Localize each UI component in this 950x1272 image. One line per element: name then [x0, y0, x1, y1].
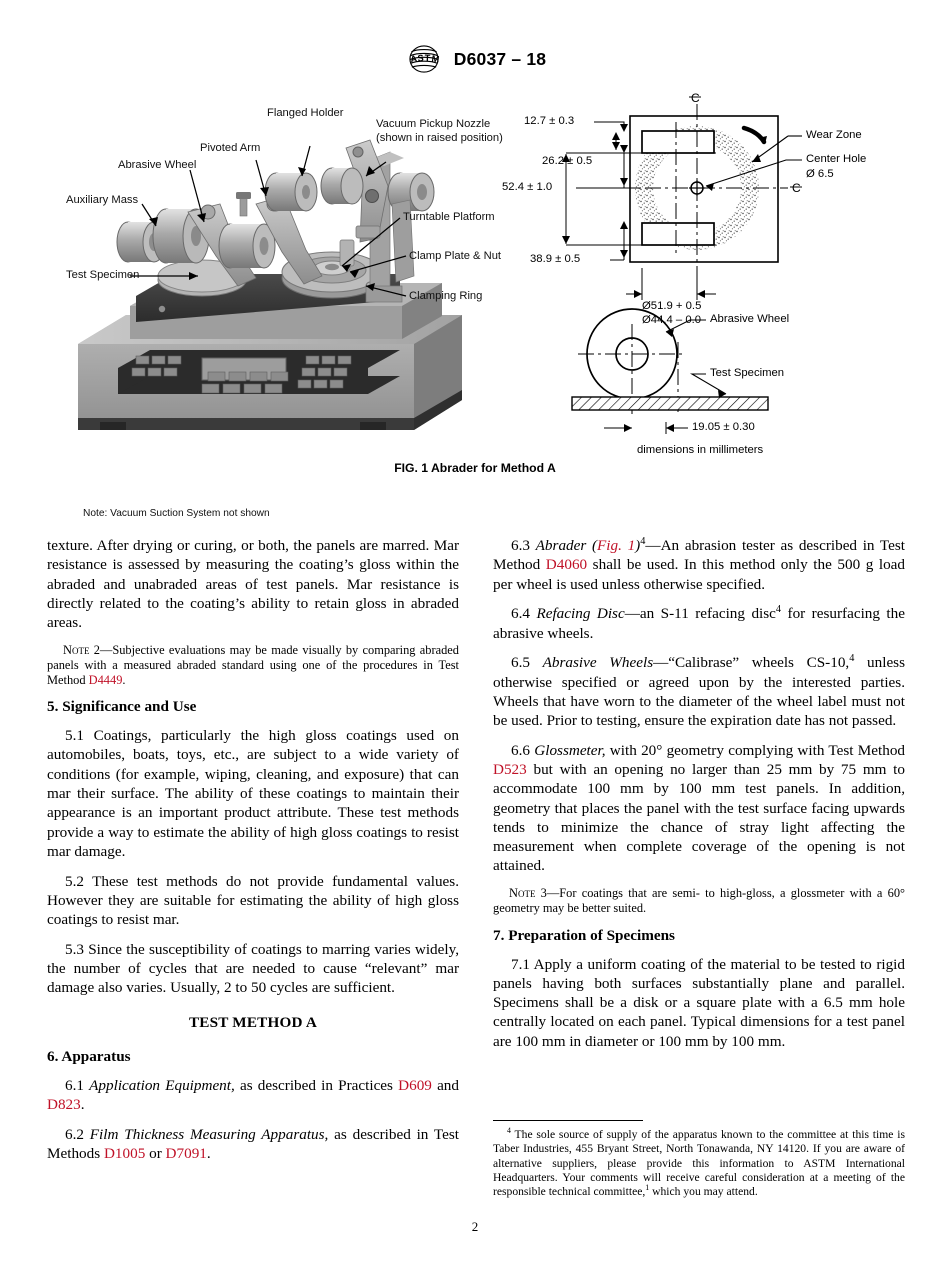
footnote-marker-1: 1 — [645, 1183, 650, 1193]
svg-text:C: C — [792, 181, 801, 195]
paragraph-5-1: 5.1 Coatings, particularly the high gloss coatings used on automobiles, boats, toys, etc., are subject to a wide variety of conditions (for example, wiping, cleaning, and exposure) that can mar their surface. The ability of these coatings to maintain their appearance is an important product attribute. These test methods provide a way to estimate the ability of high gloss coatings to resist mar damage. — [47, 727, 459, 860]
heading-significance-and-use: 5. Significance and Use — [47, 698, 197, 716]
label-pivoted-arm: Pivoted Arm — [200, 142, 261, 154]
page-number: 2 — [471, 1219, 479, 1234]
left-column — [47, 536, 459, 1174]
link-d1005[interactable]: D1005 — [103, 1144, 146, 1162]
paragraph-6-2: 6.2 Film Thickness Measuring Apparatus, as described in Test Methods D1005 or D7091. — [47, 1125, 459, 1162]
footnote-divider — [493, 1120, 643, 1121]
note-3-label: Note 3 — [509, 886, 547, 901]
dim-38-9: 38.9 ± 0.5 — [530, 253, 581, 265]
heading-test-method-a: TEST METHOD A — [188, 1013, 318, 1031]
link-d609[interactable]: D609 — [398, 1076, 432, 1094]
dimensions-unit-note: dimensions in millimeters — [637, 444, 764, 456]
body-columns — [47, 536, 905, 1206]
dim-diameter-44-4: Ø44.4 – 0.0 — [642, 314, 702, 326]
dim-26-2: 26.2 ± 0.5 — [542, 155, 593, 167]
footnote-ref-4a[interactable]: 4 — [640, 535, 646, 547]
heading-apparatus: 6. Apparatus — [47, 1047, 131, 1065]
dim-diameter-51-9: Ø51.9 + 0.5 — [642, 300, 702, 312]
label-flanged-holder: Flanged Holder — [267, 107, 344, 119]
note-3: Note 3—For coatings that are semi- to high-gloss, a glossmeter with a 60° geometry may be better suited. — [493, 886, 905, 916]
link-d4449[interactable]: D4449 — [88, 673, 123, 688]
link-d7091[interactable]: D7091 — [165, 1144, 207, 1162]
page-header — [0, 44, 950, 74]
svg-text:M: M — [430, 53, 440, 65]
paragraph-5-2: 5.2 These test methods do not provide fundamental values. However they are suitable for estimating the ability of high gloss coatings to resist mar. — [47, 872, 459, 929]
paragraph-6-4: 6.4 Refacing Disc—an S-11 refacing disc$^4$ for resurfacing the abrasive wheels. — [493, 604, 905, 642]
figure-caption: FIG. 1 Abrader for Method A — [394, 461, 556, 475]
dim-52-4: 52.4 ± 1.0 — [502, 181, 553, 193]
label-abrasive-wheel-detail: Abrasive Wheel — [710, 313, 790, 325]
paragraph-6-5: 6.5 Abrasive Wheels—“Calibrase” wheels CS-10,$^4$ unless otherwise specified or agreed upon by the interested parties. Wheels that have worn to the diameter of the wheel label must not be used. Prior to testing, ensure the expiration date has not passed. — [493, 653, 905, 730]
label-auxiliary-mass: Auxiliary Mass — [66, 194, 139, 206]
footnote-4: $^4$ The sole source of supply of the apparatus known to the committee at this time is Taber Industries, 455 Bryant Street, North Tonawanda, NY 14120. If you are aware of alternative suppliers, please provide this information to ASTM International Headquarters. Your comments will receive careful consideration at a meeting of the responsible technical committee,$^1$ which you may attend. — [493, 1126, 905, 1198]
specimen-drawing — [502, 92, 920, 477]
label-clamping-ring: Clamping Ring — [409, 290, 483, 302]
astm-logo — [404, 44, 444, 74]
label-vacuum-pickup-nozzle: Vacuum Pickup Nozzle (shown in raised position) — [376, 118, 503, 144]
label-test-specimen: Test Specimen — [66, 269, 140, 281]
footnote-marker-4: 4 — [507, 1126, 511, 1136]
paragraph-5-3: 5.3 Since the susceptibility of coatings to marring varies widely, the number of cycles that are needed to cause “relevant” mar damage also varies. Usually, 2 to 50 cycles are sufficient. — [47, 940, 459, 997]
paragraph-6-3: 6.3 Abrader (Fig. 1)$^4$—An abrasion tester as described in Test Method D4060 shall be used. In this method only the 500 g load per wheel is used unless otherwise specified. — [493, 535, 905, 593]
link-d823[interactable]: D823 — [47, 1095, 81, 1113]
dim-12-7: 12.7 ± 0.3 — [524, 115, 575, 127]
photo-note: Note: Vacuum Suction System not shown — [83, 508, 270, 519]
heading-preparation-of-specimens: 7. Preparation of Specimens — [493, 926, 675, 944]
link-d523[interactable]: D523 — [493, 761, 527, 779]
label-center-hole: Center Hole Ø 6.5 — [806, 153, 867, 180]
right-column — [493, 536, 905, 1061]
label-clamp-plate-nut: Clamp Plate & Nut — [409, 250, 502, 262]
footnote-ref-4b[interactable]: 4 — [775, 604, 782, 616]
paragraph-6-1: 6.1 Application Equipment, as described in Practices D609 and D823. — [47, 1076, 459, 1113]
link-d4060[interactable]: D4060 — [545, 556, 588, 574]
note-2-label: Note 2 — [63, 642, 100, 657]
label-wear-zone: Wear Zone — [806, 129, 862, 141]
note-2: Note 2—Subjective evaluations may be made visually by comparing abraded panels with a measured abraded standard using one of the procedures in Test Method D4449. — [47, 642, 459, 688]
label-abrasive-wheel: Abrasive Wheel — [118, 159, 197, 171]
paragraph-texture: texture. After drying or curing, or both, the panels are marred. Mar resistance is assessed by measuring the coating’s gloss within the abraded and unabraded areas of test panels. Mar resistance is directly related to the coating’s ability to retain gloss in abraded areas. — [47, 537, 459, 632]
figure-1 — [0, 92, 950, 519]
footnote-ref-4c[interactable]: 4 — [849, 653, 855, 665]
label-test-specimen-detail: Test Specimen — [710, 367, 785, 379]
paragraph-6-6: 6.6 Glossmeter, with 20° geometry complying with Test Method D523 but with an opening no larger than 25 mm by 75 mm to accommodate 100 mm by 100 mm test panels. In addition, geometry that places the panel with the test surface facing upwards tends to minimize the chance of stray light affecting the measurement when complete coverage of the opening is not attained. — [493, 741, 906, 875]
label-turntable-platform: Turntable Platform — [403, 211, 495, 223]
dim-19-05: 19.05 ± 0.30 — [692, 421, 755, 433]
svg-text:S: S — [416, 53, 424, 64]
svg-text:A: A — [409, 53, 418, 65]
svg-text:C: C — [691, 92, 700, 105]
paragraph-7-1: 7.1 Apply a uniform coating of the material to be tested to rigid panels having both surfaces substantially plane and parallel. Specimens shall be a disk or a square plate with a 6.5 mm hole centrally located on each panel. Typical dimensions for a test panel are 100 mm in diameter or 100 mm by 100 mm. — [493, 955, 905, 1050]
standard-designation: D6037 – 18 — [453, 48, 547, 69]
link-fig-1[interactable]: Fig. 1 — [597, 537, 636, 554]
svg-text:T: T — [424, 52, 431, 64]
abrader-photograph — [66, 100, 520, 485]
